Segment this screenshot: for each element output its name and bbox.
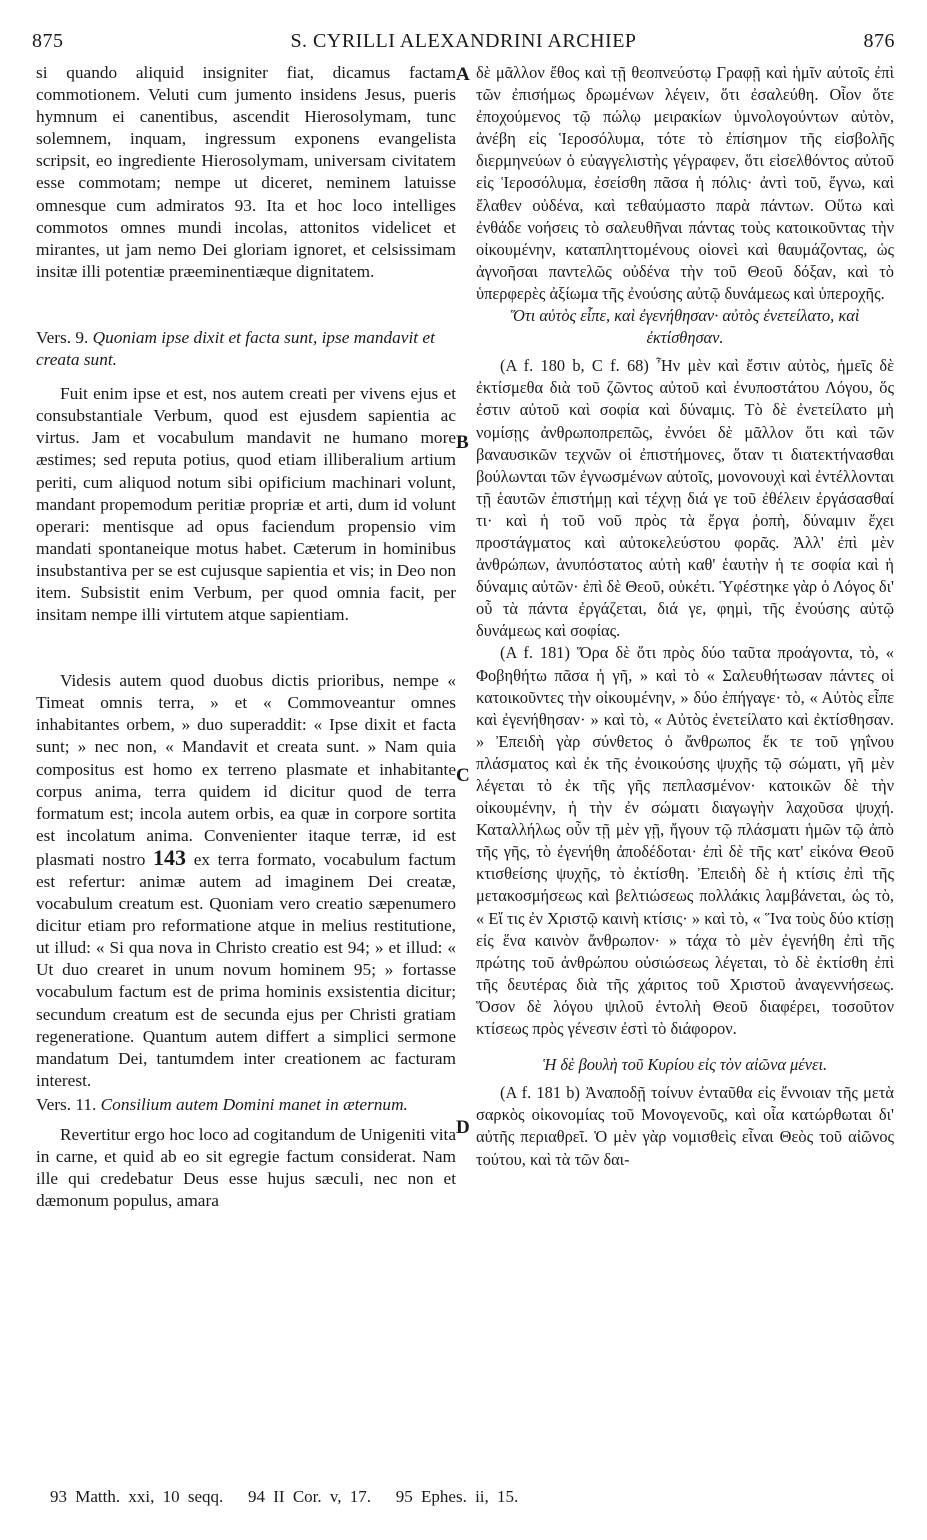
greek-heading-1: Ὅτι αὐτὸς εἶπε, καὶ ἐγενήθησαν· αὐτὸς ἐνετείλατο, καὶ ἐκτίσθησαν. (510, 306, 860, 348)
margin-letter-a: A (456, 64, 470, 85)
greek-paragraph-3-text: Ὅρα δὲ ὅτι πρὸς δύο ταῦτα προάγοντα, τὸ, « Φοβηθήτω πᾶσα ἡ γῆ, » καὶ τὸ « Σαλευθήτωσαν πάντες οἱ κατοικοῦντες τὴν οἰκουμένην, » δύο ἐπήγαγε· τὸ, « Αὐτὸς εἶπε καὶ ἐγενήθησαν· » καὶ τὸ, « Αὐτὸς ἐνετείλατο καὶ ἐκτίσθησαν. » Ἐπειδὴ γὰρ σύνθετος ὁ ἄνθρωπος ἔκ τε τοῦ γηΐνου πλάσματος καὶ ἐκ τῆς ἐνοικούσης ψυχῆς τῷ σώματι, γῆ μὲν λέγεται τὸ ἐκ τῆς γῆς πεπλασμένον· κατοικῶν δὲ τὴν οἰκουμένην, ἡ τὴν ἐν σώματι διαγωγὴν λαχοῦσα ψυχή. Καταλλήλως οὖν τῇ μὲν γῇ, ἤγουν τῷ πλάσματι ἡμῶν τῷ ἀπὸ τῆς γῆς, τὸ ἐγενήθη ἀποδέδοται· ἐπὶ δὲ τῆς κατ' εἰκόνα Θεοῦ κτισθείσης ψυχῆς, τὸ ἐκτίσθη. Ἐπειδὴ δὲ ἡ κτίσις ἐπὶ τῆς μετακοσμήσεως καὶ βελτιώσεως πολλάκις λαμβάνεται, ὡς τὸ, « Εἴ τις ἐν Χριστῷ καινὴ κτίσις· » καὶ τὸ, « Ἵνα τοὺς δύο κτίσῃ εἰς ἕνα καινὸν ἄνθρωπον· » τάχα τὸ μὲν ἐγενήθη ἐπὶ τῆς πρώτης τοῦ ἀνθρώπου οὐσιώσεως λέγεται, τὸ δὲ ἐκτίσθη ἐπὶ τῆς δευτέρας διὰ τῆς χάριτος τοῦ Χριστοῦ ἀναγεννήσεως. Ὅσον δὲ λόγου ψιλοῦ ἐντολὴ Θεοῦ διαφέρει, τοσοῦτον κτίσεως πρὸς γένεσιν ἐστὶ τὸ διάφορον. (476, 643, 894, 1039)
edition-page-number: 143 (153, 844, 187, 870)
latin-column (36, 62, 456, 1212)
page-number-left: 875 (32, 30, 64, 52)
footnote-93: 93 Matth. xxi, 10 seqq. (50, 1487, 224, 1506)
latin-verse-11-heading (36, 1094, 456, 1116)
verse-text: Consilium autem Domini manet in æternum. (100, 1094, 408, 1114)
footnotes (50, 1487, 887, 1507)
margin-letter-b: B (456, 432, 469, 453)
greek-paragraph-1: δὲ μᾶλλον ἔθος καὶ τῇ θεοπνεύστῳ Γραφῇ καὶ ἡμῖν αὐτοῖς ἐπὶ τῶν ἐπισήμως δρωμένων λέγειν, ὅτι ἐσαλεύθη. Οἷον ὅτε ἐποχούμενος τῷ πώλῳ μειρακίων ὑμνολογούντων αὐτὸν, ἀνέβη εἰς Ἱεροσόλυμα, τότε τὸ ἐπίσημον τῆς εἰσβολῆς διερμηνεύων ὁ εὐαγγελιστὴς γέγραφεν, ὅτι εἰσελθόντος αὐτοῦ εἰς Ἱεροσόλυμα, ἐσείσθη πᾶσα ἡ πόλις· ἀντὶ τοῦ, ἔγνω, καὶ ἔλαθεν οὐδένα, καὶ τεθαύμαστο παρὰ πάντων. Οὕτω καὶ ἐνθάδε νοήσεις τὸ σαλευθῆναι πάντας τοὺς κατοικοῦντας τὴν οἰκουμένην, καταπληττομένους οἱονεὶ καὶ θαυμάζοντας, ὡς ἀγνοῆσαι παντελῶς οὐδένα τὴν τοῦ Θεοῦ δόξαν, καὶ τὸ ὑπερφερὲς ἀξίωμα τῆς ἐνούσης αὐτῷ δυνάμεως καὶ ὑπεροχῆς. (476, 63, 894, 303)
latin-paragraph-3b: ex terra formato, vocabulum factum est refertur: animæ autem ad imaginem Dei creatæ, vocabulum creatum est. Quoniam vero creatio sæpenumero dicitur etiam pro reformatione atque in melius restitutione, ut illud: « Si qua nova in Christo creatio est 94; » et illud: « Ut duo crearet in unum novum hominem 95; » fortasse vocabulum factum est de prima hominis exsistentia dicitur; secundum creatum est de secunda ejus per Christi gratiam regeneratione. Quantum autem differt a simplici sermone mandatum Dei, tantumdem inter creationem ac facturam interest. (36, 849, 456, 1090)
verse-text: Quoniam ipse dixit et facta sunt, ipse mandavit et creata sunt. (36, 327, 435, 370)
greek-paragraph-4-text: Ἀναποδῇ τοίνυν ἐνταῦθα εἰς ἔννοιαν τῆς μετὰ σαρκὸς οἰκονομίας τοῦ Μονογενοῦς, καὶ οἷα κατώρθωται δι' αὐτῆς περιαθρεῖ. Ὁ μὲν γὰρ νομισθεὶς εἶναι Θεὸς τοῦ αἰῶνος τούτου, καὶ τὰ τῶν δαι- (476, 1083, 894, 1169)
margin-letter-d: D (456, 1117, 470, 1138)
running-title: S. CYRILLI ALEXANDRINI ARCHIEP (290, 30, 637, 52)
footnote-95: 95 Ephes. ii, 15. (395, 1487, 519, 1506)
greek-paragraph-2 (476, 355, 894, 642)
greek-heading-2: Ἡ δὲ βουλὴ τοῦ Κυρίου εἰς τὸν αἰῶνα μένει. (542, 1055, 828, 1075)
margin-letter-c: C (456, 765, 470, 786)
greek-paragraph-2-text: Ἦν μὲν καὶ ἔστιν αὐτὸς, ἡμεῖς δὲ ἐκτίσμεθα διὰ τοῦ ζῶντος αὐτοῦ καὶ ἐνυποστάτου Λόγου, ὅς ἐστιν αὐτοῦ καὶ σοφία καὶ δύναμις. Τὸ δὲ ἐνετείλατο μὴ νομίσῃς ἀνθρωποπρεπῶς, ἐννόει δὲ μᾶλλον ὅτι καὶ τῶν βαναυσικῶν τεχνῶν οἱ ἐπιστήμονες, ὅταν τι διατεκτήνασθαι βούλωνται τῶν ἐγνωσμένων αὐτοῖς, μονονουχὶ καὶ ἐντέλλονται τῇ ἑαυτῶν ἐπιστήμῃ καὶ τέχνῃ διά γε τοῦ ἐθέλειν ἐργάσασθαί τι· καὶ ἡ τοῦ νοῦ πρὸς τὰ ἔργα ῥοπὴ, δύναμιν ἔχει προστάγματος καὶ αὐτοκελεύστου φορᾶς. Ἀλλ' ἐπὶ μὲν ἀνθρώπων, ἀνυπόστατος αὐτὴ καθ' ἑαυτὴν ἡ τε σοφία καὶ ἡ δύναμις αὐτῶν· ἐπὶ δὲ Θεοῦ, οὐκέτι. Ὑφέστηκε γὰρ ὁ Λόγος δι' οὗ τὰ πάντα ἐργάζεται, διά γε, φημὶ, τῆς ἐνούσης αὐτῷ δυνάμεως καὶ σοφίας. (476, 356, 894, 641)
footnote-94: 94 II Cor. v, 17. (248, 1487, 372, 1506)
latin-verse-9-heading (36, 327, 456, 371)
greek-paragraph-4 (476, 1082, 894, 1170)
greek-ref-3: (A f. 181 b) (500, 1083, 580, 1103)
greek-column (476, 62, 894, 1171)
greek-paragraph-3 (476, 642, 894, 1040)
latin-paragraph-4: Revertitur ergo hoc loco ad cogitandum de Unigeniti vita in carne, et quid ab eo sit egregie factum considerat. Nam ille qui credebatur Deus esse hujus sæculi, nec non et dæmonum populus, amara (36, 1125, 456, 1211)
greek-ref-1: (A f. 180 b, C f. 68) (500, 356, 649, 376)
verse-label: Vers. 11. (36, 1094, 97, 1114)
latin-paragraph-3a: Videsis autem quod duobus dictis prioribus, nempe « Timeat omnis terra, » et « Commoveantur omnes inhabitantes orbem, » duo superaddit: « Ipse dixit et facta sunt; » nec non, « Mandavit et creata sunt. » Nam quia compositus est homo ex terreno plasmate et inhabitante corpus anima, terra quidem id dicitur quod de terra formatum est; incola autem orbis, ea quæ in corpore sortita est incolatum anima. Convenienter itaque terræ, id est plasmati nostro (36, 671, 456, 869)
latin-paragraph-3 (36, 670, 456, 1092)
latin-paragraph-1: si quando aliquid insigniter fiat, dicamus factam commotionem. Veluti cum jumento insidens Jesus, pueris hymnum ei canentibus, ascendit Hierosolymam, tunc solemnem, inquam, ingressum exponens evangelista scripsit, eo ingrediente Hierosolymam, universam civitatem esse commotam; nempe ut diceret, neminem latuisse omnesque cum admiratos 93. Ita et hoc loco intelliges commotos omnes mundi incolas, attonitos videlicet et mirantes, ut jam nemo Dei gloriam ignoret, et celsissimam insitæ illi potentiæ præeminentiæque dignitatem. (36, 63, 456, 281)
latin-paragraph-2: Fuit enim ipse et est, nos autem creati per vivens ejus et consubstantiale Verbum, quod est ejusdem sapientia ac virtus. Jam et vocabulum mandavit ne humano more æstimes; sed reputa potius, quod etiam illiberalium artium periti, cum aliquod notum sibi opificium machinari volunt, mandant propemodum peritiæ propriæ et arti, dum id volunt operari: mentisque ad opus faciendum propensio vim mandati spontaneique motus habet. Cæterum in hominibus insubstantiva per se est cujusque sapientia et vis; in Deo non item. Subsistit enim Verbum, per quod omnia facit, per insitam nempe illi virtutem atque sapientiam. (36, 384, 456, 625)
greek-ref-2: (A f. 181) (500, 643, 570, 663)
running-header (32, 30, 895, 58)
verse-label: Vers. 9. (36, 327, 89, 347)
page-number-right: 876 (863, 30, 895, 52)
